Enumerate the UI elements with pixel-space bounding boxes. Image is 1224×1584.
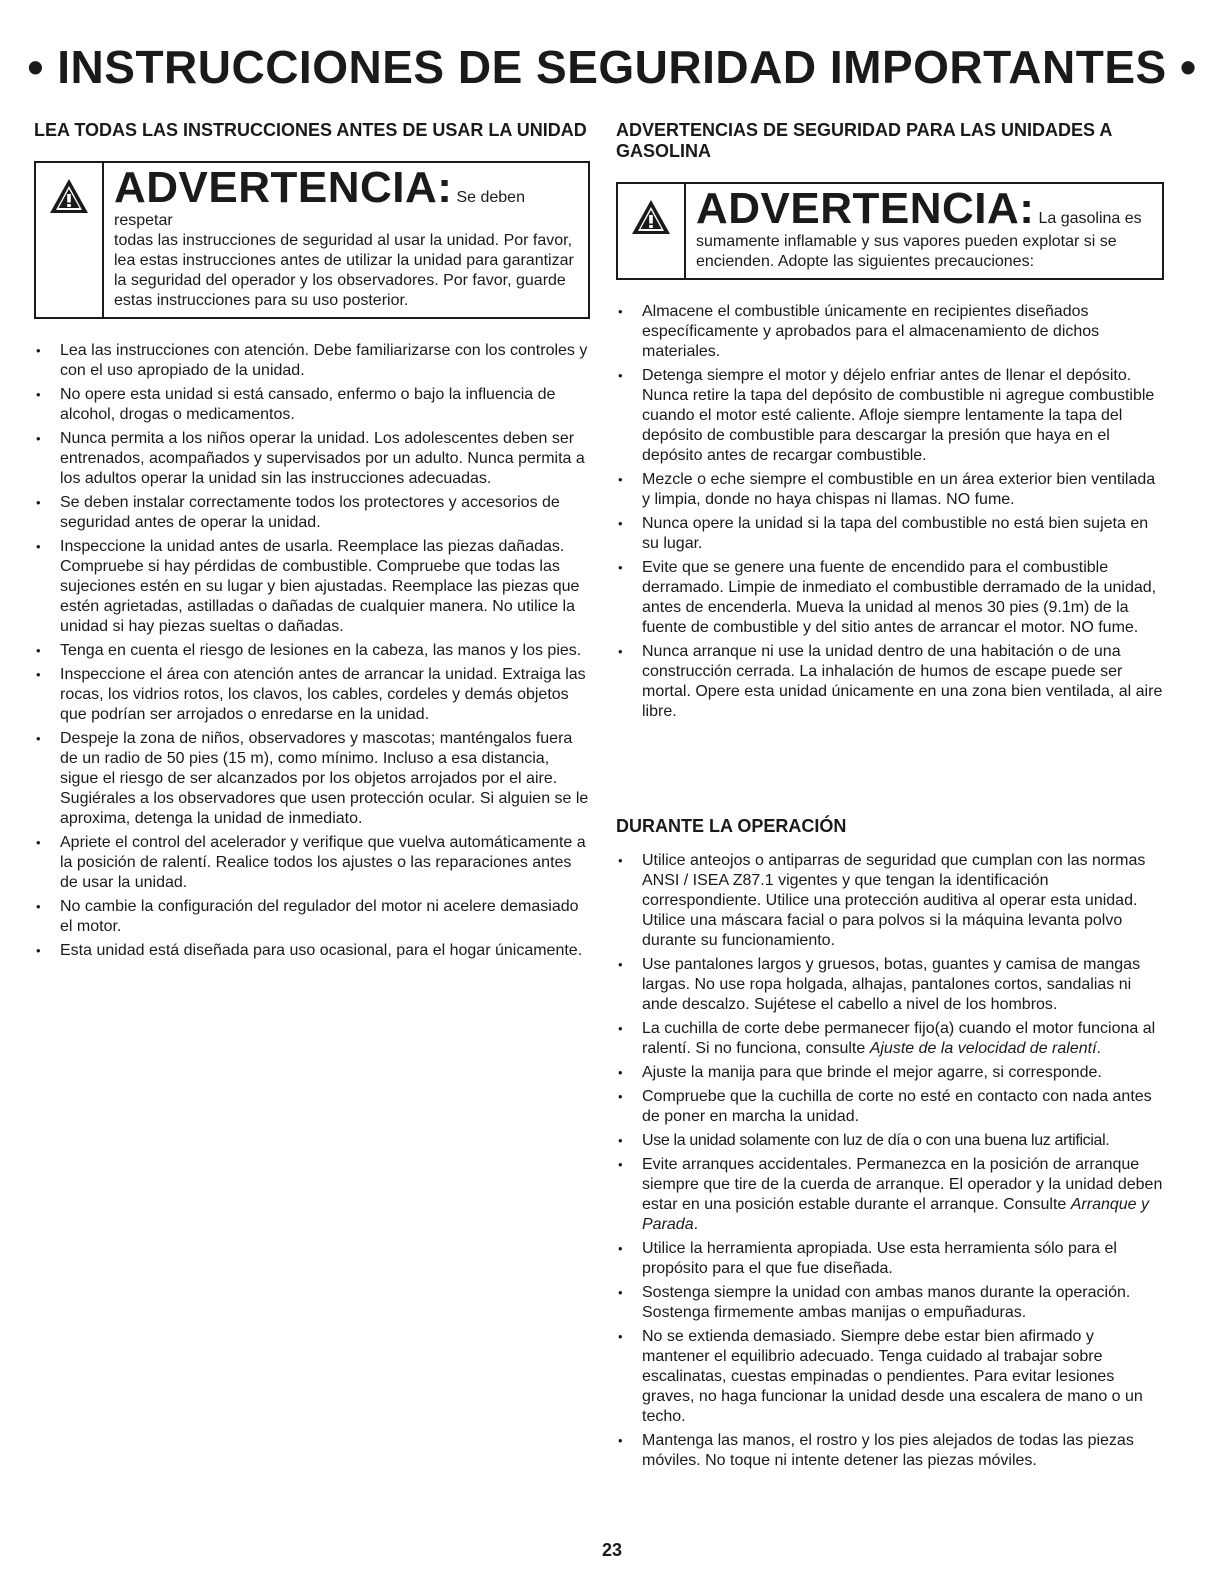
gasoline-safety-list [616, 302, 1164, 722]
list-item: • Inspeccione la unidad antes de usarla. Reemplace las piezas dañadas. Compruebe si hay pérdidas de combustible. Compruebe que todas las sujeciones estén en su lugar y bien ajustadas. Reemplace las piezas que estén agrietadas, astilladas o dañadas de cualquier manera. No utilice la unidad si hay piezas sueltas o dañadas. [34, 537, 590, 637]
list-item: • Nunca arranque ni use la unidad dentro de una habitación o de una construcción cerrada. La inhalación de humos de escape puede ser mortal. Opere esta unidad únicamente en una zona bien ventilada, al aire libre. [616, 642, 1164, 722]
page-number: 23 [601, 1540, 623, 1560]
list-item: • Despeje la zona de niños, observadores y mascotas; manténgalos fuera de un radio de 50 pies (15 m), como mínimo. Incluso a esa distancia, sigue el riesgo de ser alcanzados por los objetos arrojados por el aire. Sugiérales a los observadores que usen protección ocular. Si alguien se le aproxima, detenga la unidad de inmediato. [34, 729, 590, 829]
warning-box-gasoline [616, 182, 1164, 280]
list-item: • Tenga en cuenta el riesgo de lesiones en la cabeza, las manos y los pies. [34, 641, 590, 661]
list-item: • Ajuste la manija para que brinde el mejor agarre, si corresponde. [616, 1063, 1164, 1083]
left-column [34, 120, 590, 965]
list-item: • Detenga siempre el motor y déjelo enfriar antes de llenar el depósito. Nunca retire la tapa del depósito de combustible ni agregue combustible cuando el motor esté caliente. Afloje siempre lentamente la tapa del depósito de combustible para descargar la presión que haya en el depósito antes de recargar combustible. [616, 366, 1164, 466]
page-title: • INSTRUCCIONES DE SEGURIDAD IMPORTANTES • [27, 41, 1197, 93]
warning-text [686, 184, 1162, 278]
operation-safety-list [616, 851, 1164, 1471]
list-item: • Apriete el control del acelerador y verifique que vuelva automáticamente a la posición de ralentí. Realice todos los ajustes o las reparaciones antes de usar la unidad. [34, 833, 590, 893]
section-heading-gasoline-units: ADVERTENCIAS DE SEGURIDAD PARA LAS UNIDADES A GASOLINA [616, 120, 1112, 161]
list-item [616, 1155, 1164, 1235]
warning-text [104, 163, 588, 317]
list-item: • Utilice anteojos o antiparras de seguridad que cumplan con las normas ANSI / ISEA Z87.1 vigentes y que tengan la identificación correspondiente. Utilice una protección auditiva al operar esta unidad. Utilice una máscara facial o para polvos si la máquina levanta polvo durante su funcionamiento. [616, 851, 1164, 951]
list-item: • No opere esta unidad si está cansado, enfermo o bajo la influencia de alcohol, drogas o medicamentos. [34, 385, 590, 425]
list-item: • Esta unidad está diseñada para uso ocasional, para el hogar únicamente. [34, 941, 590, 961]
warning-triangle-icon [630, 198, 672, 236]
list-item: • Lea las instrucciones con atención. Debe familiarizarse con los controles y con el uso apropiado de la unidad. [34, 341, 590, 381]
warning-word: ADVERTENCIA: [114, 163, 453, 212]
list-item: • Nunca permita a los niños operar la unidad. Los adolescentes deben ser entrenados, acompañados y supervisados por un adulto. Nunca permita a los adultos operar la unidad sin las instrucciones adecuadas. [34, 429, 590, 489]
warning-icon-cell [36, 163, 104, 317]
list-item: • Sostenga siempre la unidad con ambas manos durante la operación. Sostenga firmemente ambas manijas o empuñaduras. [616, 1283, 1164, 1323]
cross-reference: Ajuste de la velocidad de ralentí [869, 1040, 1097, 1057]
list-item: • Evite que se genere una fuente de encendido para el combustible derramado. Limpie de inmediato el combustible derramado de la unidad, antes de encenderla. Mueva la unidad al menos 30 pies (9.1m) de la fuente de combustible y del sitio antes de arrancar el motor. NO fume. [616, 558, 1164, 638]
right-column [616, 120, 1164, 1475]
list-item: • Use la unidad solamente con luz de día o con una buena luz artificial. [616, 1131, 1164, 1151]
list-item: • Almacene el combustible únicamente en recipientes diseñados específicamente y aprobados para el almacenamiento de dichos materiales. [616, 302, 1164, 362]
warning-box-general [34, 161, 590, 319]
warning-lead: Se deben respetar [114, 189, 525, 229]
list-item: • No se extienda demasiado. Siempre debe estar bien afirmado y mantener el equilibrio adecuado. Tenga cuidado al trabajar sobre escalinatas, cuestas empinadas o pendientes. Para evitar lesiones graves, no haga funcionar la unidad desde una escalera de mano o un techo. [616, 1327, 1164, 1427]
section-heading-read-instructions: LEA TODAS LAS INSTRUCCIONES ANTES DE USAR LA UNIDAD [34, 120, 587, 140]
item-text-end: . [693, 1216, 699, 1233]
list-item [616, 1019, 1164, 1059]
item-text: La cuchilla de corte debe permanecer fijo(a) cuando el motor funciona al ralentí. Si no funciona, consulte [642, 1020, 1156, 1057]
item-text-end: . [1096, 1040, 1101, 1057]
warning-icon-cell [618, 184, 686, 278]
warning-word: ADVERTENCIA: [696, 184, 1035, 233]
list-item: • No cambie la configuración del regulador del motor ni acelere demasiado el motor. [34, 897, 590, 937]
list-item: • Compruebe que la cuchilla de corte no esté en contacto con nada antes de poner en marcha la unidad. [616, 1087, 1164, 1127]
warning-triangle-icon [48, 177, 90, 215]
list-item: • Nunca opere la unidad si la tapa del combustible no está bien sujeta en su lugar. [616, 514, 1164, 554]
warning-body: todas las instrucciones de seguridad al usar la unidad. Por favor, lea estas instrucciones antes de utilizar la unidad para garantizar la seguridad del operador y los observadores. Por favor, guarde estas instrucciones para su uso posterior. [114, 232, 574, 309]
list-item: • Inspeccione el área con atención antes de arrancar la unidad. Extraiga las rocas, los vidrios rotos, los clavos, los cables, cordeles y demás objetos que podrían ser arrojados o enredarse en la unidad. [34, 665, 590, 725]
warning-lead: La gasolina es [1038, 210, 1142, 227]
list-item: • Utilice la herramienta apropiada. Use esta herramienta sólo para el propósito para el que fue diseñada. [616, 1239, 1164, 1279]
warning-body: sumamente inflamable y sus vapores pueden explotar si se encienden. Adopte las siguientes precauciones: [696, 233, 1117, 270]
general-safety-list [34, 341, 590, 961]
list-item: • Use pantalones largos y gruesos, botas, guantes y camisa de mangas largas. No use ropa holgada, alhajas, pantalones cortos, sandalias ni ande descalzo. Sujétese el cabello a nivel de los hombros. [616, 955, 1164, 1015]
list-item: • Se deben instalar correctamente todos los protectores y accesorios de seguridad antes de operar la unidad. [34, 493, 590, 533]
section-heading-operation: DURANTE LA OPERACIÓN [616, 816, 847, 836]
list-item: • Mezcle o eche siempre el combustible en un área exterior bien ventilada y limpia, donde no haya chispas ni llamas. NO fume. [616, 470, 1164, 510]
item-text: Evite arranques accidentales. Permanezca en la posición de arranque siempre que tire de la cuerda de arranque. El operador y la unidad deben estar en una posición estable durante el arranque. Consulte [642, 1156, 1163, 1213]
list-item: • Mantenga las manos, el rostro y los pies alejados de todas las piezas móviles. No toque ni intente detener las piezas móviles. [616, 1431, 1164, 1471]
cross-reference: Arranque y Parada [642, 1196, 1149, 1233]
